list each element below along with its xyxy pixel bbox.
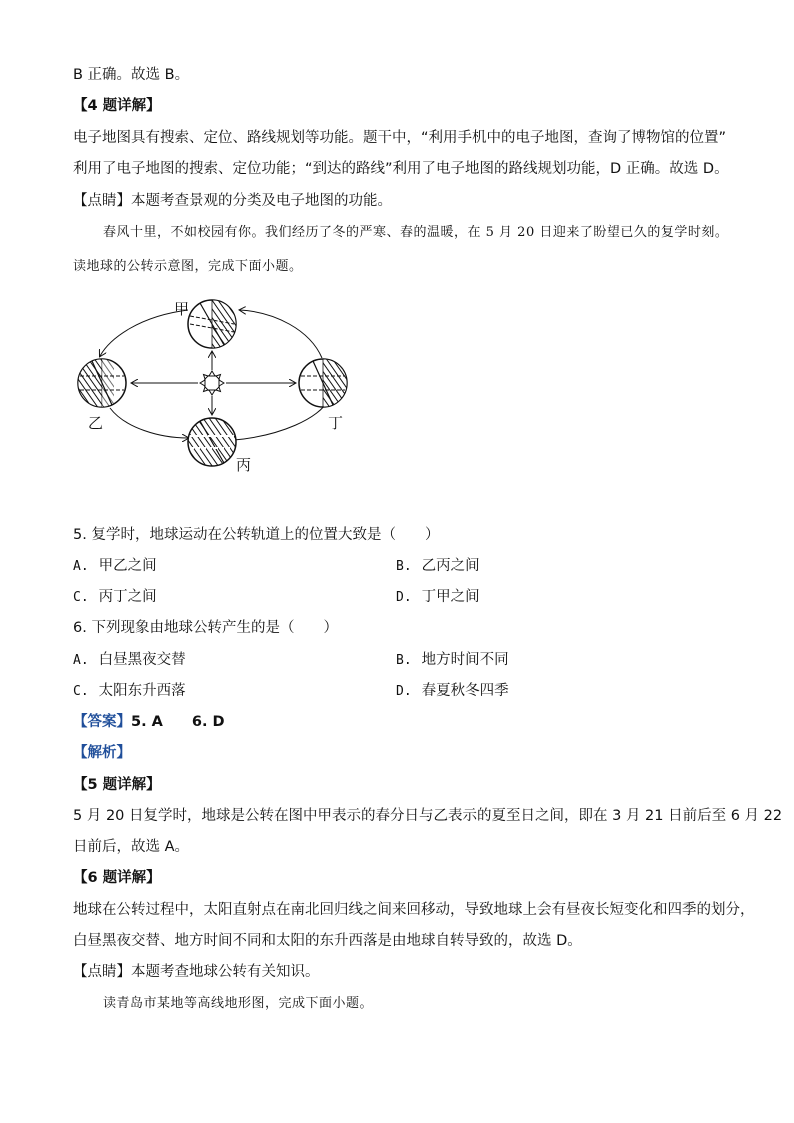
option-key: A. <box>73 559 89 574</box>
q5-option-c <box>73 587 157 608</box>
option-key: D. <box>396 590 412 605</box>
option-key: D. <box>396 684 412 699</box>
tip-line: 【点睛】本题考查景观的分类及电子地图的功能。 <box>73 193 392 209</box>
earth-bing <box>188 418 236 466</box>
label-jia: 甲 <box>174 300 190 318</box>
label-bing: 丙 <box>236 456 252 474</box>
answer-line <box>73 712 225 732</box>
question-6-stem: 6. 下列现象由地球公转产生的是（ ） <box>73 620 338 636</box>
q6-option-a <box>73 650 186 671</box>
earth-revolution-diagram <box>70 290 370 480</box>
earth-ding <box>299 359 347 407</box>
q6-option-c <box>73 681 186 702</box>
text-line: 电子地图具有搜索、定位、路线规划等功能。题干中，“利用手机中的电子地图，查询了博物馆的位置” <box>73 130 727 146</box>
passage-line: 读地球的公转示意图，完成下面小题。 <box>73 259 303 274</box>
answer-text: 5. A 6. D <box>131 714 225 730</box>
earth-yi <box>78 359 126 407</box>
option-text: 地方时间不同 <box>421 652 509 668</box>
text-line: 日前后，故选 A。 <box>73 839 190 855</box>
option-text: 丁甲之间 <box>421 589 480 605</box>
label-yi: 乙 <box>88 414 104 432</box>
section-heading: 【6 题详解】 <box>73 870 161 886</box>
passage-line: 读青岛市某地等高线地形图，完成下面小题。 <box>103 996 374 1011</box>
q6-option-b <box>396 650 509 671</box>
q5-option-b <box>396 556 480 577</box>
analysis-tag: 【解析】 <box>73 745 131 761</box>
text-line: 利用了电子地图的搜索、定位功能；“到达的路线”利用了电子地图的路线规划功能，D 正确。故选 D。 <box>73 161 729 177</box>
option-key: C. <box>73 684 89 699</box>
section-heading: 【5 题详解】 <box>73 777 161 793</box>
text-line: B 正确。故选 B。 <box>73 67 190 83</box>
option-text: 太阳东升西落 <box>98 683 186 699</box>
option-text: 乙丙之间 <box>421 558 480 574</box>
option-text: 丙丁之间 <box>98 589 157 605</box>
option-key: B. <box>396 653 412 668</box>
q5-option-a <box>73 556 157 577</box>
section-heading: 【4 题详解】 <box>73 98 161 114</box>
text-line: 地球在公转过程中，太阳直射点在南北回归线之间来回移动，导致地球上会有昼夜长短变化和四季的划分， <box>73 902 755 918</box>
question-5-stem: 5. 复学时，地球运动在公转轨道上的位置大致是（ ） <box>73 527 440 543</box>
option-key: A. <box>73 653 89 668</box>
text-line: 5 月 20 日复学时，地球是公转在图中甲表示的春分日与乙表示的夏至日之间，即在 3 月 21 日前后至 6 月 22 <box>73 808 783 824</box>
earth-jia <box>188 300 236 348</box>
q6-option-d <box>396 681 509 702</box>
text-line: 白昼黑夜交替、地方时间不同和太阳的东升西落是由地球自转导致的，故选 D。 <box>73 933 582 949</box>
q5-option-d <box>396 587 480 608</box>
answer-tag: 【答案】 <box>73 714 131 730</box>
option-text: 白昼黑夜交替 <box>98 652 186 668</box>
option-text: 春夏秋冬四季 <box>421 683 509 699</box>
option-text: 甲乙之间 <box>98 558 157 574</box>
tip-line: 【点睛】本题考查地球公转有关知识。 <box>73 964 320 980</box>
passage-line: 春风十里，不如校园有你。我们经历了冬的严寒、春的温暖，在 5 月 20 日迎来了盼望已久的复学时刻。 <box>103 225 729 240</box>
label-ding: 丁 <box>328 414 344 432</box>
option-key: C. <box>73 590 89 605</box>
sun-icon <box>200 371 224 395</box>
option-key: B. <box>396 559 412 574</box>
